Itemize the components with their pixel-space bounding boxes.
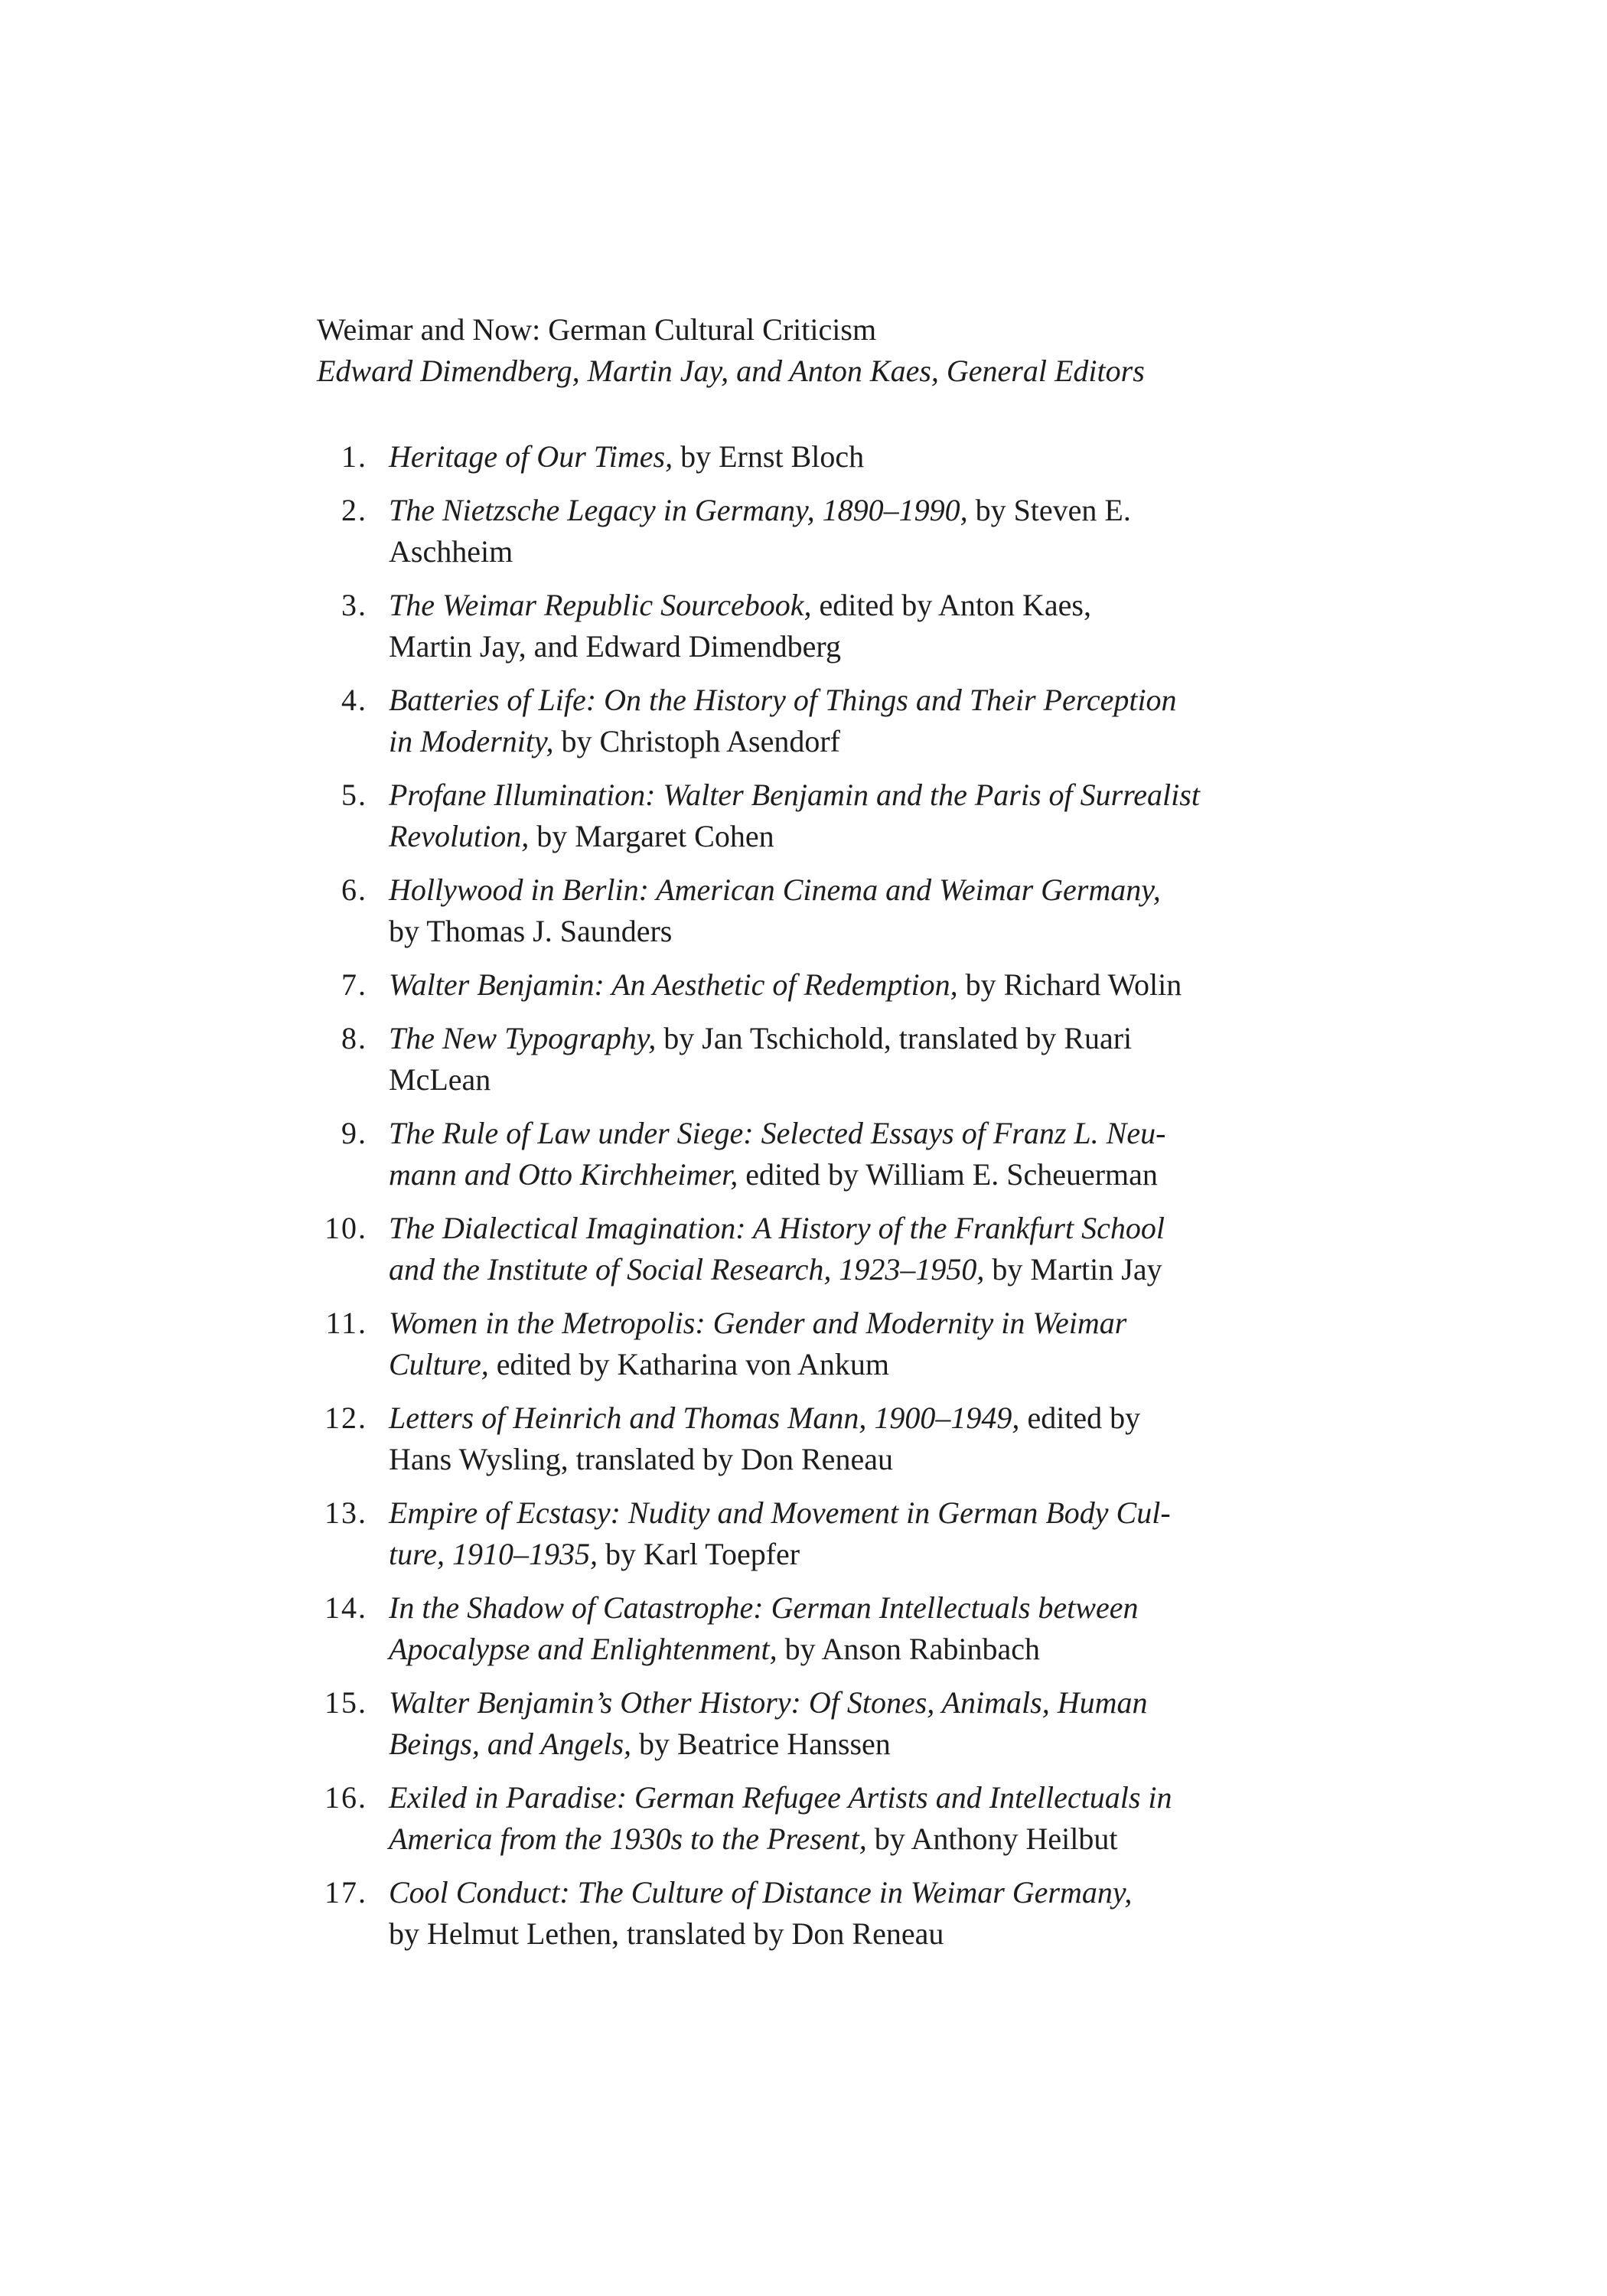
list-item-line [389,964,1299,1006]
book-title-text: The Dialectical Imagination: A History of the Frankfurt School [389,1211,1165,1245]
book-list [306,436,1377,1967]
list-item-line [389,721,1299,762]
book-credit-text: edited by Anton Kaes, [811,588,1091,622]
list-item-line [389,585,1299,626]
list-item-line [389,816,1299,857]
book-credit-text: by Margaret Cohen [529,819,774,853]
list-item-text [389,775,1299,857]
list-item [306,1587,1377,1670]
list-item-number: 4. [341,683,367,717]
list-item-line [389,1872,1299,1913]
list-item [306,775,1377,857]
list-item-text [389,1303,1299,1385]
list-item [306,1872,1377,1955]
list-item-text [389,585,1299,667]
list-item-text [389,1492,1299,1575]
book-title-text: Heritage of Our Times, [389,439,673,474]
book-credit-text: by Helmut Lethen, translated by Don Reneau [389,1916,944,1951]
list-item-text [389,1208,1299,1290]
book-credit-text: by Anson Rabinbach [777,1632,1040,1666]
list-item-number: 14. [324,1590,367,1625]
book-credit-text: by Ernst Bloch [673,439,865,474]
list-item-number: 9. [341,1116,367,1150]
book-title-text: Beings, and Angels, [389,1727,632,1761]
list-item-text [389,680,1299,762]
list-item-number: 7. [341,967,367,1002]
list-item-number: 2. [341,493,367,527]
book-title-text: The Weimar Republic Sourcebook, [389,588,812,622]
list-item-line [389,1439,1299,1480]
book-credit-text: Aschheim [389,534,513,569]
list-item-number: 1. [341,439,367,474]
list-item-line [389,531,1299,572]
book-title-text: Hollywood in Berlin: American Cinema and Weimar Germany, [389,872,1161,907]
list-item-text [389,1872,1299,1955]
book-credit-text: McLean [389,1062,491,1097]
book-credit-text: by Karl Toepfer [597,1537,800,1571]
series-header [317,309,1388,392]
list-item-text [389,436,1299,478]
book-credit-text: by Christoph Asendorf [553,724,840,758]
book-credit-text: Hans Wysling, translated by Don Reneau [389,1442,893,1476]
list-item-text [389,1018,1299,1101]
list-item [306,436,1377,478]
book-title-text: Letters of Heinrich and Thomas Mann, 1900–1949, [389,1401,1020,1435]
book-title-text: America from the 1930s to the Present, [389,1821,867,1856]
list-item-line [389,1534,1299,1575]
book-credit-text: by Martin Jay [984,1252,1162,1287]
list-item-line [389,680,1299,721]
book-credit-text: by Thomas J. Saunders [389,914,673,948]
list-item-line [389,1113,1299,1154]
list-item [306,1303,1377,1385]
book-title-text: and the Institute of Social Research, 1923–1950, [389,1252,985,1287]
book-title-text: Revolution, [389,819,530,853]
list-item-number: 8. [341,1021,367,1055]
book-credit-text: by Jan Tschichold, translated by Ruari [656,1021,1133,1055]
list-item-number: 13. [324,1495,367,1530]
list-item-text [389,869,1299,952]
list-item-text [389,1113,1299,1195]
list-item-line [389,1818,1299,1860]
book-title-text: The Nietzsche Legacy in Germany, 1890–1990, [389,493,968,527]
book-title-text: Cool Conduct: The Culture of Distance in Weimar Germany, [389,1875,1133,1910]
book-credit-text: edited by Katharina von Ankum [488,1347,889,1381]
book-title-text: Apocalypse and Enlightenment, [389,1632,777,1666]
list-item [306,1397,1377,1480]
book-title-text: Walter Benjamin’s Other History: Of Stones, Animals, Human [389,1685,1148,1720]
book-credit-text: edited by [1019,1401,1141,1435]
list-item [306,1777,1377,1860]
list-item-text [389,490,1299,572]
list-item-number: 11. [325,1306,367,1340]
list-item-text [389,1777,1299,1860]
book-title-text: Batteries of Life: On the History of Things and Their Perception [389,683,1177,717]
book-credit-text: by Richard Wolin [957,967,1182,1002]
book-title-text: ture, 1910–1935, [389,1537,598,1571]
book-title-text: In the Shadow of Catastrophe: German Intellectuals between [389,1590,1139,1625]
list-item [306,1682,1377,1765]
book-credit-text: Martin Jay, and Edward Dimendberg [389,629,841,664]
list-item [306,869,1377,952]
list-item-line [389,775,1299,816]
book-title-text: Profane Illumination: Walter Benjamin and the Paris of Surrealist [389,778,1200,812]
list-item-text [389,1682,1299,1765]
series-editors: Edward Dimendberg, Martin Jay, and Anton Kaes, General Editors [317,354,1145,388]
list-item-line [389,1629,1299,1670]
book-title-text: in Modernity, [389,724,554,758]
list-item-number: 3. [341,588,367,622]
list-item-number: 6. [341,872,367,907]
list-item-number: 16. [324,1780,367,1815]
list-item-line [389,1208,1299,1249]
list-item-line [389,1682,1299,1724]
list-item-line [389,1344,1299,1385]
book-credit-text: by Anthony Heilbut [866,1821,1118,1856]
list-item-text [389,1587,1299,1670]
list-item [306,585,1377,667]
list-item-line [389,490,1299,531]
list-item-line [389,1303,1299,1344]
list-item-line [389,1777,1299,1818]
list-item-line [389,1913,1299,1955]
list-item [306,1113,1377,1195]
book-credit-text: by Steven E. [967,493,1131,527]
list-item [306,964,1377,1006]
list-item-line [389,626,1299,667]
book-title-text: Women in the Metropolis: Gender and Modernity in Weimar [389,1306,1127,1340]
list-item-number: 12. [324,1401,367,1435]
list-item-text [389,964,1299,1006]
list-item-line [389,1249,1299,1290]
list-item-line [389,1724,1299,1765]
list-item-number: 15. [324,1685,367,1720]
list-item [306,490,1377,572]
series-title: Weimar and Now: German Cultural Criticism [317,312,877,347]
book-credit-text: edited by William E. Scheuerman [738,1157,1158,1192]
list-item-line [389,869,1299,911]
book-title-text: The New Typography, [389,1021,657,1055]
list-item-line [389,1492,1299,1534]
list-item-line [389,1018,1299,1059]
list-item [306,1208,1377,1290]
list-item-number: 5. [341,778,367,812]
list-item-number: 17. [324,1875,367,1910]
list-item-line [389,911,1299,952]
book-title-text: Walter Benjamin: An Aesthetic of Redemption, [389,967,958,1002]
list-item-line [389,1587,1299,1629]
list-item [306,680,1377,762]
list-item-number: 10. [324,1211,367,1245]
book-title-text: The Rule of Law under Siege: Selected Essays of Franz L. Neu- [389,1116,1166,1150]
list-item-line [389,1059,1299,1101]
book-title-text: Culture, [389,1347,489,1381]
book-title-text: mann and Otto Kirchheimer, [389,1157,738,1192]
list-item [306,1492,1377,1575]
book-title-text: Empire of Ecstasy: Nudity and Movement in German Body Cul- [389,1495,1171,1530]
list-item-line [389,1154,1299,1195]
list-item-text [389,1397,1299,1480]
book-credit-text: by Beatrice Hanssen [631,1727,891,1761]
list-item [306,1018,1377,1101]
list-item-line [389,1397,1299,1439]
list-item-line [389,436,1299,478]
book-title-text: Exiled in Paradise: German Refugee Artists and Intellectuals in [389,1780,1172,1815]
